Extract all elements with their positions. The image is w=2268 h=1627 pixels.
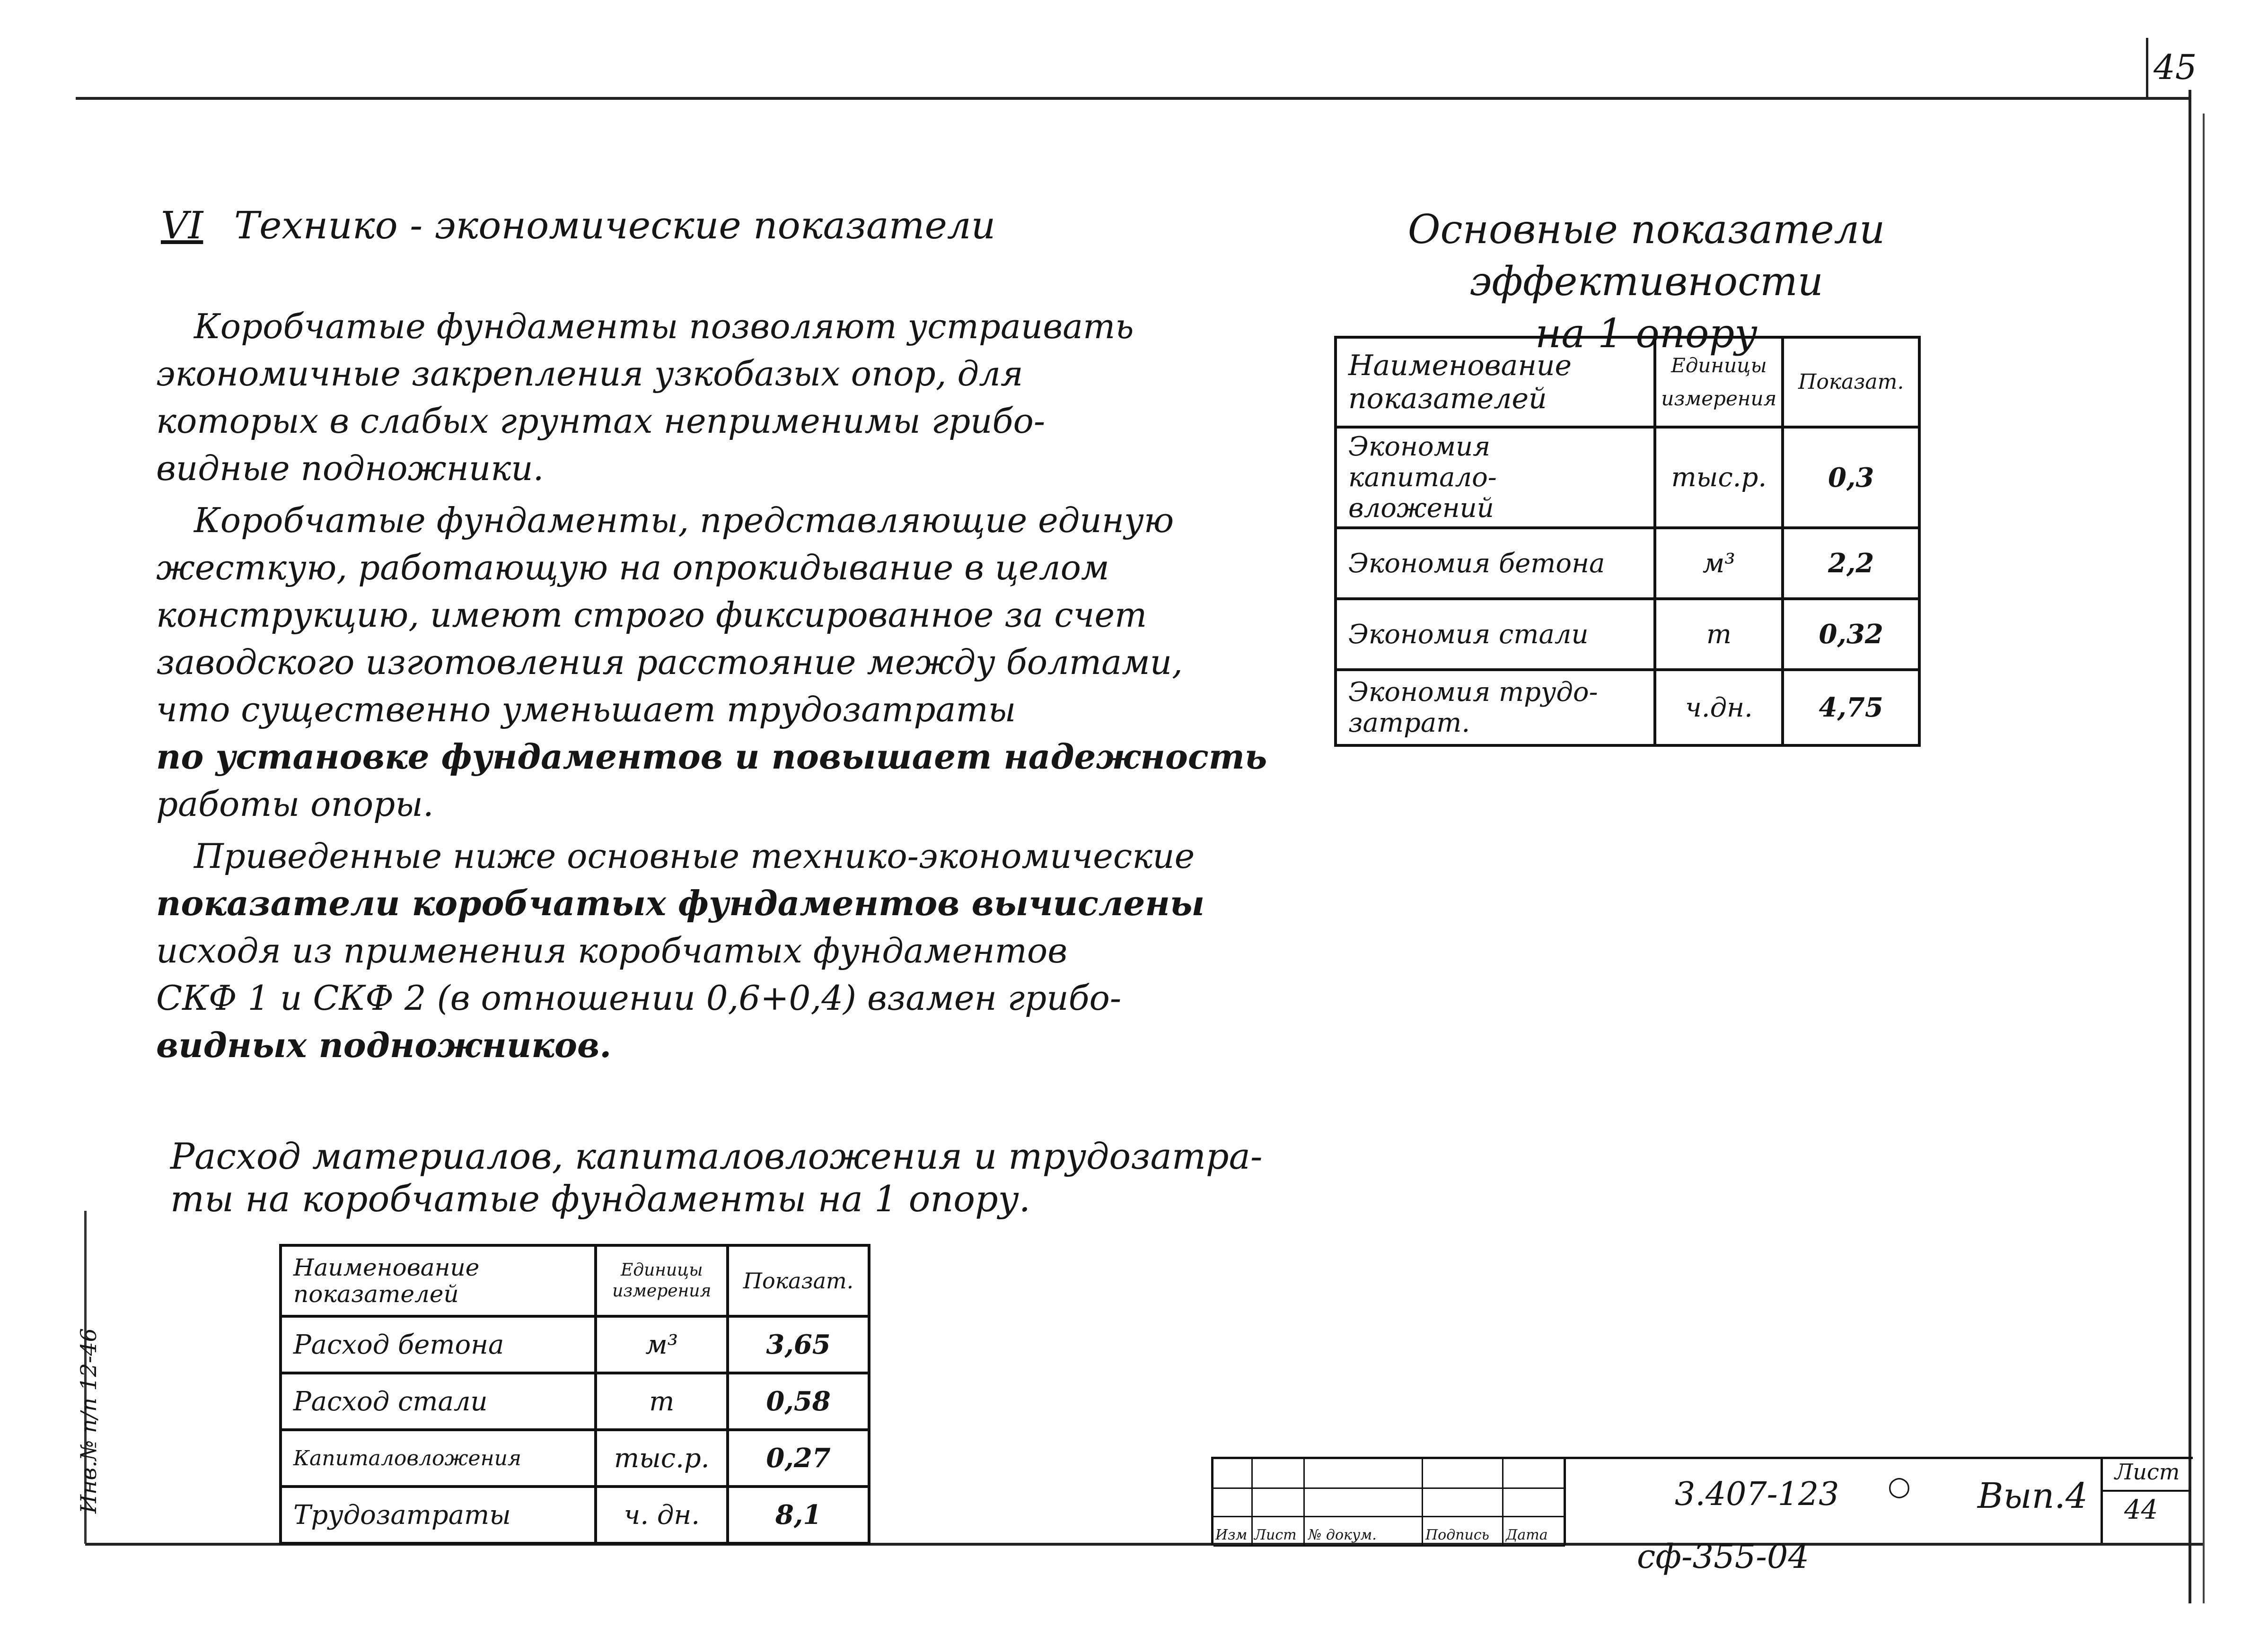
label-list: Лист [1254, 1527, 1297, 1543]
text-line: которых в слабых грунтах неприменимы грибо- [156, 401, 1046, 441]
consumption-title [170, 1135, 1263, 1220]
efficiency-title-line1: Основные показатели эффективности [1407, 206, 1885, 305]
row-unit: м³ [1655, 528, 1783, 599]
inventory-stamp [76, 1328, 118, 1542]
row-value: 4,75 [1783, 670, 1919, 745]
row-name: Экономия стали [1336, 599, 1655, 670]
section-number: VI [161, 203, 203, 247]
section-title: Технико - экономические показатели [234, 203, 996, 247]
grid-cell [1502, 1459, 1565, 1489]
sheet-number: 44 [2124, 1495, 2158, 1525]
frame-right-line [2189, 90, 2191, 1603]
row-value: 0,32 [1783, 599, 1919, 670]
table-row [281, 1487, 869, 1543]
consumption-title-line1: Расход материалов, капиталовложения и трудозатра- [170, 1135, 1263, 1177]
row-unit: м³ [596, 1316, 728, 1373]
text-line: жесткую, работающую на опрокидывание в целом [156, 548, 1109, 587]
table-row [281, 1316, 869, 1373]
inventory-text: Инв.№ п/п 12-46 [76, 1328, 101, 1513]
row-unit: тыс.р. [1655, 427, 1783, 528]
text-line: работы опоры. [156, 784, 434, 824]
label-date: Дата [1506, 1527, 1548, 1543]
row-name: Расход стали [281, 1373, 596, 1430]
row-unit: ч. дн. [596, 1487, 728, 1543]
row-name: Экономия бетона [1336, 528, 1655, 599]
table-row [1336, 599, 1919, 670]
row-name: Капиталовложения [281, 1430, 596, 1487]
grid-cell [1213, 1516, 1253, 1547]
table-row [281, 1373, 869, 1430]
section-heading [161, 203, 995, 247]
row-name: Расход бетона [281, 1316, 596, 1373]
text-line: заводского изготовления расстояние между болтами, [156, 642, 1183, 682]
row-name: Трудозатраты [281, 1487, 596, 1543]
label-izm: Изм [1215, 1527, 1248, 1543]
grid-cell [1502, 1516, 1565, 1547]
efficiency-title-line2: на 1 опору [1535, 310, 1758, 357]
document-code: 3.407-123 [1675, 1476, 1839, 1513]
grid-cell [1251, 1459, 1305, 1489]
table-row [1336, 427, 1919, 528]
grid-cell [1303, 1516, 1423, 1547]
page-number: 45 [2154, 47, 2197, 87]
header-value: Показат. [1783, 337, 1919, 427]
consumption-table [279, 1244, 870, 1545]
efficiency-table [1334, 336, 1921, 747]
issue-number: Вып.4 [1978, 1476, 2088, 1516]
table-row [1336, 670, 1919, 745]
frame-right-line-outer [2203, 114, 2205, 1603]
text-line: СКФ 1 и СКФ 2 (в отношении 0,6+0,4) взамен грибо- [156, 978, 1122, 1018]
text-line: Приведенные ниже основные технико-экономические [194, 836, 1195, 876]
text-line: что существенно уменьшает трудозатраты [156, 690, 1016, 729]
row-value: 0,58 [728, 1373, 869, 1430]
sheet-divider [2101, 1490, 2190, 1492]
paragraph-1 [156, 303, 1150, 492]
row-value: 2,2 [1783, 528, 1919, 599]
table-header-row [1336, 337, 1919, 427]
grid-cell [1213, 1459, 1253, 1489]
sheet-label: Лист [2115, 1459, 2180, 1485]
grid-cell [1422, 1516, 1503, 1547]
text-line: показатели коробчатых фундаментов вычислены [156, 883, 1205, 923]
consumption-title-line2: ты на коробчатые фундаменты на 1 опору. [170, 1178, 1030, 1220]
sub-code: сф-355-04 [1637, 1537, 1809, 1576]
table-row [281, 1430, 869, 1487]
grid-cell [1251, 1516, 1305, 1547]
row-unit: т [596, 1373, 728, 1430]
table-row [1336, 528, 1919, 599]
text-line: видные подножники. [156, 448, 544, 488]
row-name: Экономия капитало-вложений [1336, 427, 1655, 528]
paragraph-2 [156, 497, 1267, 828]
text-line: конструкцию, имеют строго фиксированное за счет [156, 595, 1147, 635]
header-name: Наименование показателей [1336, 337, 1655, 427]
text-line: Коробчатые фундаменты, представляющие единую [194, 500, 1174, 540]
header-unit: Единицы измерения [596, 1245, 728, 1316]
header-value: Показат. [728, 1245, 869, 1316]
text-line: экономичные закрепления узкобазых опор, для [156, 354, 1023, 394]
header-unit: Единицы измерения [1655, 337, 1783, 427]
row-unit: ч.дн. [1655, 670, 1783, 745]
row-value: 0,3 [1783, 427, 1919, 528]
row-value: 8,1 [728, 1487, 869, 1543]
stamp-mark: ○ [1888, 1471, 1911, 1502]
row-value: 3,65 [728, 1316, 869, 1373]
grid-cell [1303, 1459, 1423, 1489]
text-line: по установке фундаментов и повышает надежность [156, 736, 1267, 777]
text-line: видных подножников. [156, 1025, 612, 1065]
row-name: Экономия трудо-затрат. [1336, 670, 1655, 745]
frame-top-line [76, 97, 2190, 100]
label-doc: № докум. [1308, 1527, 1377, 1543]
label-sign: Подпись [1425, 1527, 1490, 1543]
grid-cell [1251, 1487, 1305, 1517]
grid-cell [1303, 1487, 1423, 1517]
grid-cell [1502, 1487, 1565, 1517]
text-line: Коробчатые фундаменты позволяют устраивать [194, 306, 1134, 346]
row-value: 0,27 [728, 1430, 869, 1487]
text-line: исходя из применения коробчатых фундаментов [156, 931, 1068, 971]
grid-cell [1213, 1487, 1253, 1517]
paragraph-3 [156, 832, 1205, 1069]
header-name: Наименование показателей [281, 1245, 596, 1316]
row-unit: тыс.р. [596, 1430, 728, 1487]
grid-cell [1422, 1487, 1503, 1517]
revision-grid [1213, 1459, 1566, 1545]
grid-cell [1422, 1459, 1503, 1489]
table-header-row [281, 1245, 869, 1316]
row-unit: т [1655, 599, 1783, 670]
